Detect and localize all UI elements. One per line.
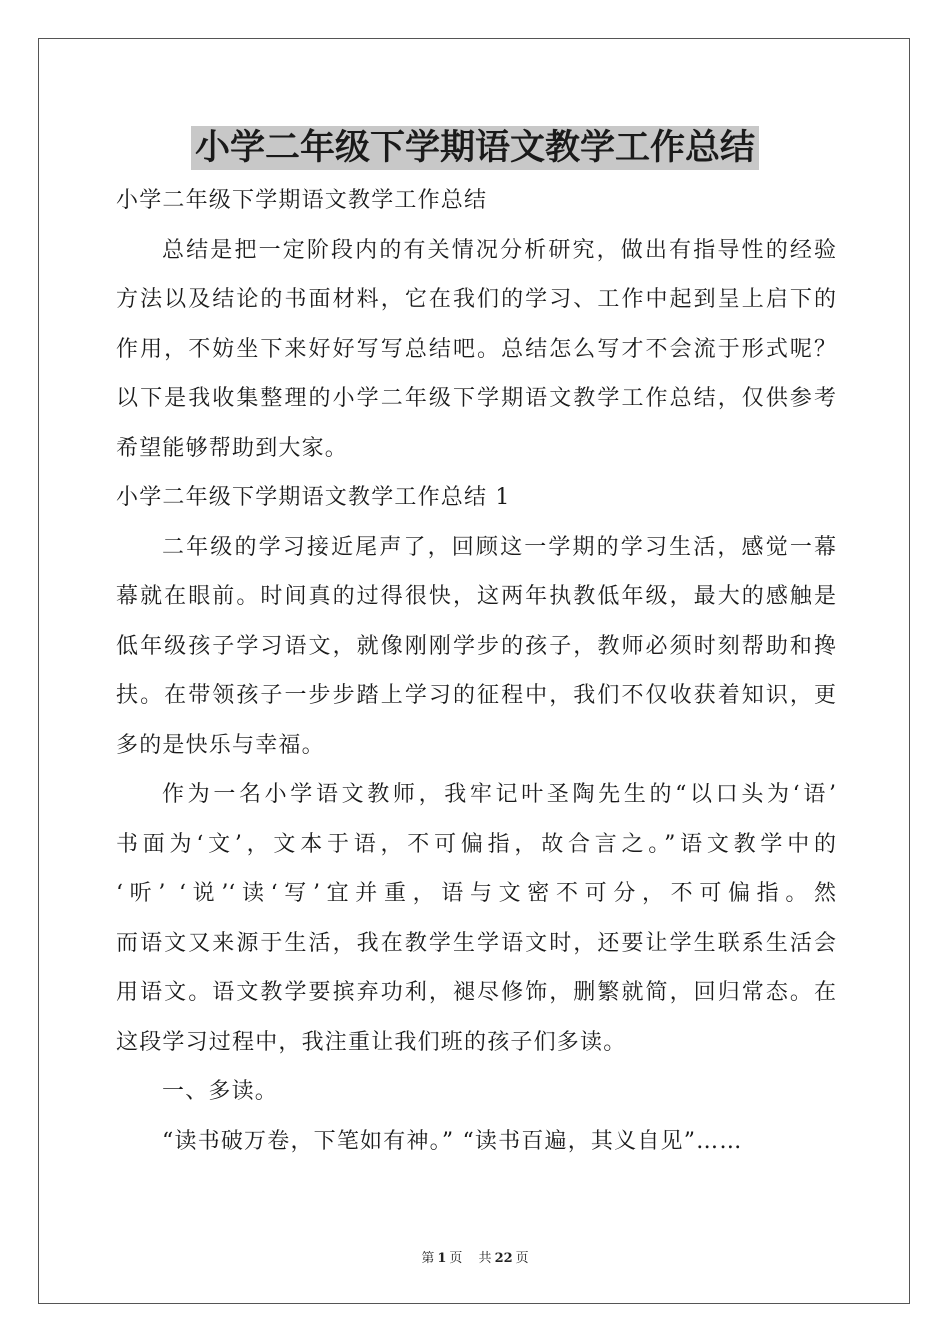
page-suffix: 页 xyxy=(449,1251,463,1266)
text-line: 而语文又来源于生活，我在教学生学语文时，还要让学生联系生活会 xyxy=(116,930,836,956)
text-line: 以下是我收集整理的小学二年级下学期语文教学工作总结，仅供参考 xyxy=(116,386,836,411)
total-num: 22 xyxy=(494,1251,513,1266)
text-line: 这段学习过程中，我注重让我们班的孩子们多读。 xyxy=(116,1029,627,1055)
text-line: “读书破万卷，下笔如有神。” “读书百遍，其义自见”…… xyxy=(162,1128,743,1154)
page-prefix: 第 xyxy=(421,1251,435,1266)
text-line: 小学二年级下学期语文教学工作总结 1 xyxy=(116,485,511,510)
text-line: 扶。在带领孩子一步步踏上学习的征程中，我们不仅收获着知识，更 xyxy=(116,683,836,708)
text-line: 一、多读。 xyxy=(162,1079,279,1104)
page-number xyxy=(418,1251,465,1266)
text-line: 低年级孩子学习语文，就像刚刚学步的孩子，教师必须时刻帮助和搀 xyxy=(116,633,836,659)
text-line: ‘听’ ‘说’‘读‘写’宜并重，语与文密不可分，不可偏指。然 xyxy=(116,881,836,906)
total-pages xyxy=(476,1251,532,1266)
text-line: 二年级的学习接近尾声了，回顾这一学期的学习生活，感觉一幕 xyxy=(162,534,836,560)
title-block xyxy=(0,126,950,170)
total-prefix: 共 xyxy=(478,1251,492,1266)
text-line: 幕就在眼前。时间真的过得很快，这两年执教低年级，最大的感触是 xyxy=(116,584,836,609)
document-title: 小学二年级下学期语文教学工作总结 xyxy=(191,126,759,170)
page-footer xyxy=(0,1247,950,1266)
text-line: 方法以及结论的书面材料，它在我们的学习、工作中起到呈上启下的 xyxy=(116,287,836,312)
text-line: 总结是把一定阶段内的有关情况分析研究，做出有指导性的经验 xyxy=(162,237,836,263)
text-line: 多的是快乐与幸福。 xyxy=(116,732,325,758)
text-line: 作用，不妨坐下来好好写写总结吧。总结怎么写才不会流于形式呢？ xyxy=(116,336,836,362)
text-line: 作为一名小学语文教师，我牢记叶圣陶先生的“以口头为‘语’ xyxy=(162,782,836,807)
text-line: 书面为‘文’，文本于语，不可偏指，故合言之。”语文教学中的 xyxy=(116,831,836,857)
total-suffix: 页 xyxy=(515,1251,529,1266)
document-body xyxy=(116,176,836,1166)
text-line: 用语文。语文教学要摈弃功利，褪尽修饰，删繁就简，回归常态。在 xyxy=(116,980,836,1005)
text-line: 小学二年级下学期语文教学工作总结 xyxy=(116,188,488,213)
page-num: 1 xyxy=(437,1251,447,1266)
text-line: 希望能够帮助到大家。 xyxy=(116,435,349,461)
